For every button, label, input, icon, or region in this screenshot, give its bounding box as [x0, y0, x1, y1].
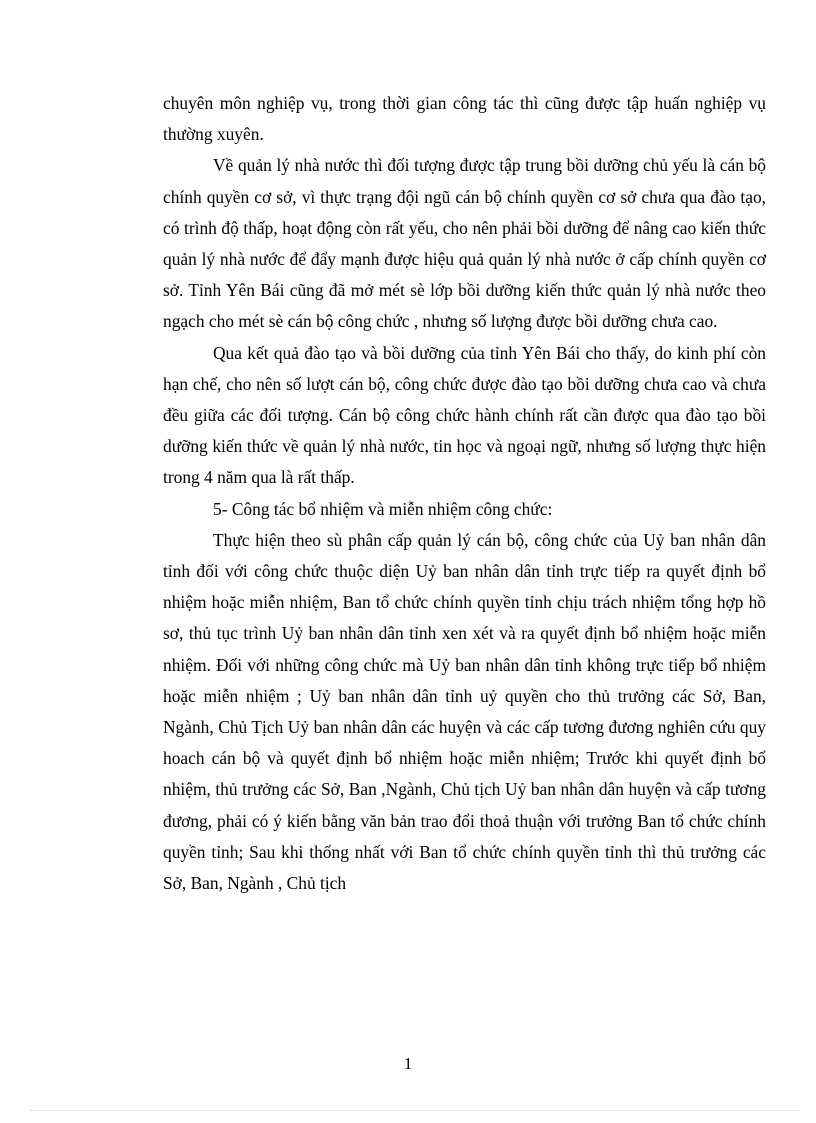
page-number: 1 — [403, 1054, 413, 1073]
paragraph-training-results: Qua kết quả đào tạo và bồi dưỡng của tỉnh Yên Bái cho thấy, do kinh phí còn hạn chế, cho nên số lượt cán bộ, công chức được đào tạo bồi dưỡng chưa cao và chưa đều giữa các đối tượng. Cán bộ công chức hành chính rất cần được qua đào tạo bồi dưỡng kiến thức về quản lý nhà nước, tin học và ngoại ngữ, nhưng số lượng thực hiện trong 4 năm qua là rất thấp. — [163, 342, 766, 488]
paragraph-continuation: chuyên môn nghiệp vụ, trong thời gian công tác thì cũng được tập huấn nghiệp vụ thường xuyên. — [163, 93, 766, 145]
page-bottom-border — [30, 1110, 800, 1111]
paragraph-state-management-training: Về quản lý nhà nước thì đối tượng được tập trung bồi dưỡng chủ yếu là cán bộ chính quyền cơ sở, vì thực trạng đội ngũ cán bộ chính quyền cơ sở chưa qua đào tạo, có trình độ thấp, hoạt động còn rất yếu, cho nên phải bồi dưỡng để nâng cao kiến thức quản lý nhà nước để đẩy mạnh được hiệu quả quản lý nhà nước ở cấp chính quyền cơ sở. Tỉnh Yên Bái cũng đã mở mét sè lớp bồi dưỡng kiến thức quản lý nhà nước theo ngạch cho mét sè cán bộ công chức , nhưng số lượng được bồi dưỡng chưa cao. — [163, 155, 766, 332]
section-heading-appointment: 5- Công tác bổ nhiệm và miễn nhiệm công chức: — [213, 498, 553, 519]
body-text — [163, 88, 766, 899]
paragraph-appointment-procedure: Thực hiện theo sù phân cấp quản lý cán bộ, công chức của Uỷ ban nhân dân tỉnh đối với công chức thuộc diện Uỷ ban nhân dân tỉnh trực tiếp ra quyết định bổ nhiệm hoặc miễn nhiệm, Ban tổ chức chính quyền tỉnh chịu trách nhiệm tổng hợp hồ sơ, thủ tục trình Uỷ ban nhân dân tỉnh xen xét và ra quyết định bổ nhiệm hoặc miễn nhiệm. Đối với những công chức mà Uỷ ban nhân dân tỉnh không trực tiếp bổ nhiệm hoặc miễn nhiệm ; Uỷ ban nhân dân tỉnh uỷ quyền cho thủ trưởng các Sở, Ban, Ngành, Chủ Tịch Uỷ ban nhân dân các huyện và các cấp tương đương nghiên cứu quy hoach cán bộ và quyết định bổ nhiệm hoặc miễn nhiệm; Trước khi quyết định bổ nhiệm, thủ trưởng các Sở, Ban ,Ngành, Chủ tịch Uỷ ban nhân dân huyện và cấp tương đương, phải có ý kiến bằng văn bản trao đổi thoả thuận với trưởng Ban tổ chức chính quyền tỉnh; Sau khi thống nhất với Ban tổ chức chính quyền tỉnh thì thủ trưởng các Sở, Ban, Ngành , Chủ tịch — [163, 529, 766, 894]
